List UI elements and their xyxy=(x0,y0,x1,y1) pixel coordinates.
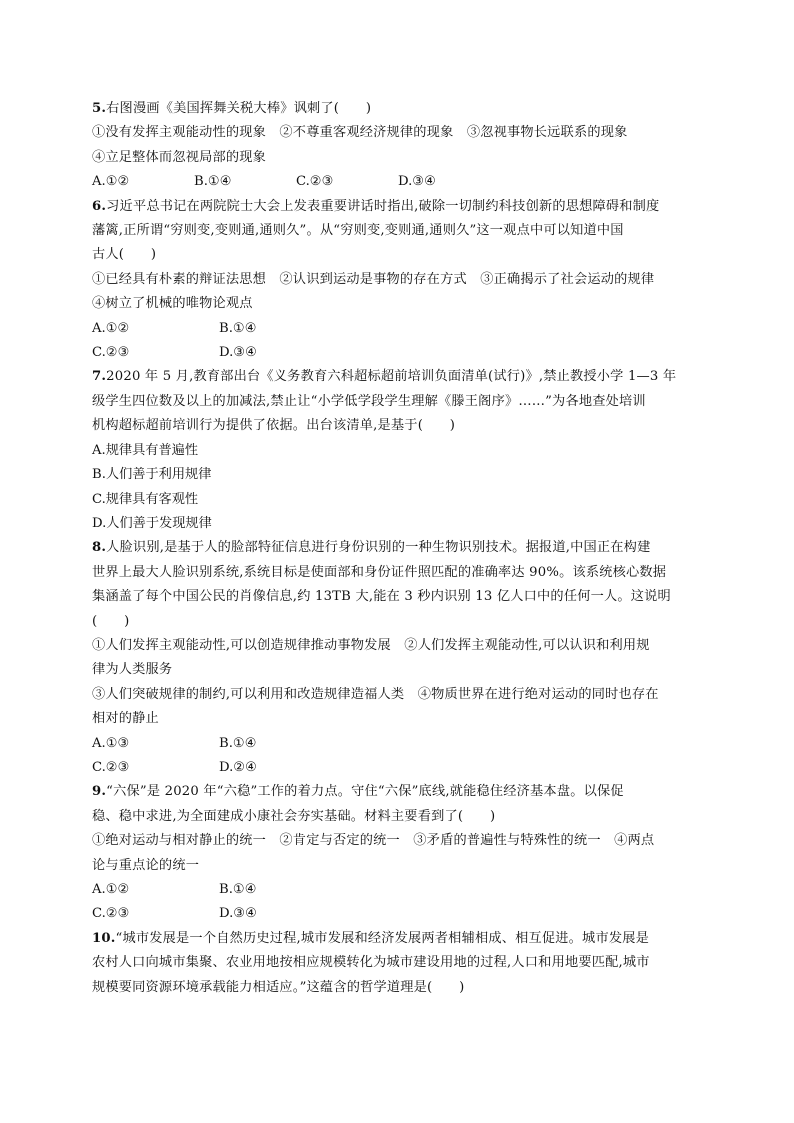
question-stem-line: 藩篱,正所谓“穷则变,变则通,通则久”。从“穷则变,变则通,通则久”这一观点中可以知道中国 xyxy=(92,223,624,239)
question-7-stem-line xyxy=(92,365,702,389)
question-stem-line: 稳、稳中求进,为全面建成小康社会夯实基础。材料主要看到了( ) xyxy=(92,808,496,824)
question-number: 10. xyxy=(92,930,116,946)
question-stem: “城市发展是一个自然历史过程,城市发展和经济发展两者相辅相成、相互促进。城市发展是 xyxy=(115,930,649,946)
option-b[interactable]: B.①④ xyxy=(219,735,257,751)
question-stem-line: 级学生四位数及以上的加减法,禁止让“小学低学段学生理解《滕王阁序》……”为各地查处培训 xyxy=(92,393,646,409)
question-stem-line: 机构超标超前培训行为提供了依据。出台该清单,是基于( ) xyxy=(92,418,456,434)
question-10 xyxy=(92,927,702,1000)
question-stem-line: 古人( ) xyxy=(92,247,157,263)
option-b[interactable]: B.①④ xyxy=(219,882,257,897)
statement-line: 论与重点论的统一 xyxy=(92,857,200,873)
question-stem: 2020 年 5 月,教育部出台《义务教育六科超标超前培训负面清单(试行)》,禁止教授小学 1—3 年 xyxy=(106,369,677,385)
option-a[interactable]: A.①② xyxy=(92,174,130,190)
question-stem: “六保”是 2020 年“六稳”工作的着力点。守住“六保”底线,就能稳住经济基本盘。以保促 xyxy=(106,784,624,800)
option-b[interactable]: B.人们善于利用规律 xyxy=(92,467,212,483)
question-number: 9. xyxy=(92,784,107,800)
option-a[interactable]: A.①② xyxy=(92,320,130,336)
question-6 xyxy=(92,195,702,366)
exam-page xyxy=(92,97,702,1000)
question-number: 8. xyxy=(92,540,107,556)
option-a[interactable]: A.①③ xyxy=(92,735,130,751)
option-a[interactable]: A.①② xyxy=(92,882,130,897)
statement-line: 相对的静止 xyxy=(92,711,159,727)
statement-line: 律为人类服务 xyxy=(92,662,173,678)
options-row xyxy=(92,878,702,902)
question-stem-line: 农村人口向城市集聚、农业用地按相应规模转化为城市建设用地的过程,人口和用地要匹配,城市 xyxy=(92,955,650,971)
question-8-stem-line xyxy=(92,536,702,560)
option-d[interactable]: D.③④ xyxy=(398,174,436,190)
question-number: 6. xyxy=(92,198,107,214)
question-stem: 习近平总书记在两院院士大会上发表重要讲话时指出,破除一切制约科技创新的思想障碍和制度 xyxy=(106,198,660,214)
options-row xyxy=(92,170,702,194)
options-row xyxy=(92,341,702,365)
option-c[interactable]: C.②③ xyxy=(92,906,130,922)
question-6-stem-line xyxy=(92,195,702,219)
statement-line: ①没有发挥主观能动性的现象 ②不尊重客观经济规律的现象 ③忽视事物长远联系的现象 xyxy=(92,125,628,141)
question-stem-line: ( ) xyxy=(92,613,130,629)
question-9-stem-line xyxy=(92,780,702,804)
option-c[interactable]: C.②③ xyxy=(296,174,334,190)
question-10-stem-line xyxy=(92,927,702,951)
question-stem-line: 集涵盖了每个中国公民的肖像信息,约 13TB 大,能在 3 秒内识别 13 亿人口中的任何一人。这说明 xyxy=(92,589,671,605)
question-stem: 右图漫画《美国挥舞关税大棒》讽刺了( ) xyxy=(106,101,372,116)
question-stem-line: 世界上最大人脸识别系统,系统目标是使面部和身份证件照匹配的准确率达 90%。该系统核心数据 xyxy=(92,564,667,580)
options-row xyxy=(92,732,702,756)
statement-line: ①绝对运动与相对静止的统一 ②肯定与否定的统一 ③矛盾的普遍性与特殊性的统一 ④两点 xyxy=(92,833,655,849)
options-row xyxy=(92,902,702,926)
option-a[interactable]: A.规律具有普遍性 xyxy=(92,442,199,458)
option-d[interactable]: D.③④ xyxy=(219,345,257,361)
option-c[interactable]: C.规律具有客观性 xyxy=(92,491,199,507)
option-d[interactable]: D.人们善于发现规律 xyxy=(92,515,212,531)
question-stem-line: 规模要同资源环境承载能力相适应。”这蕴含的哲学道理是( ) xyxy=(92,979,465,995)
option-d[interactable]: D.②④ xyxy=(219,759,257,775)
statement-line: ①人们发挥主观能动性,可以创造规律推动事物发展 ②人们发挥主观能动性,可以认识和利用规 xyxy=(92,637,650,653)
statement-line: ①已经具有朴素的辩证法思想 ②认识到运动是事物的存在方式 ③正确揭示了社会运动的规律 xyxy=(92,271,655,287)
question-9 xyxy=(92,780,702,926)
option-c[interactable]: C.②③ xyxy=(92,759,130,775)
option-b[interactable]: B.①④ xyxy=(194,174,232,190)
question-number: 5. xyxy=(92,101,107,116)
options-row xyxy=(92,317,702,341)
question-8 xyxy=(92,536,702,780)
question-5 xyxy=(92,97,702,195)
question-stem: 人脸识别,是基于人的脸部特征信息进行身份识别的一种生物识别技术。据报道,中国正在构建 xyxy=(106,540,651,556)
option-d[interactable]: D.③④ xyxy=(219,906,257,922)
options-row xyxy=(92,756,702,780)
question-7 xyxy=(92,365,702,536)
question-5-stem-line xyxy=(92,97,702,121)
statement-line: ④树立了机械的唯物论观点 xyxy=(92,296,253,312)
option-b[interactable]: B.①④ xyxy=(219,320,257,336)
statement-line: ④立足整体而忽视局部的现象 xyxy=(92,149,267,165)
statement-line: ③人们突破规律的制约,可以利用和改造规律造福人类 ④物质世界在进行绝对运动的同时也存在 xyxy=(92,686,659,702)
option-c[interactable]: C.②③ xyxy=(92,345,130,361)
question-number: 7. xyxy=(92,369,107,385)
